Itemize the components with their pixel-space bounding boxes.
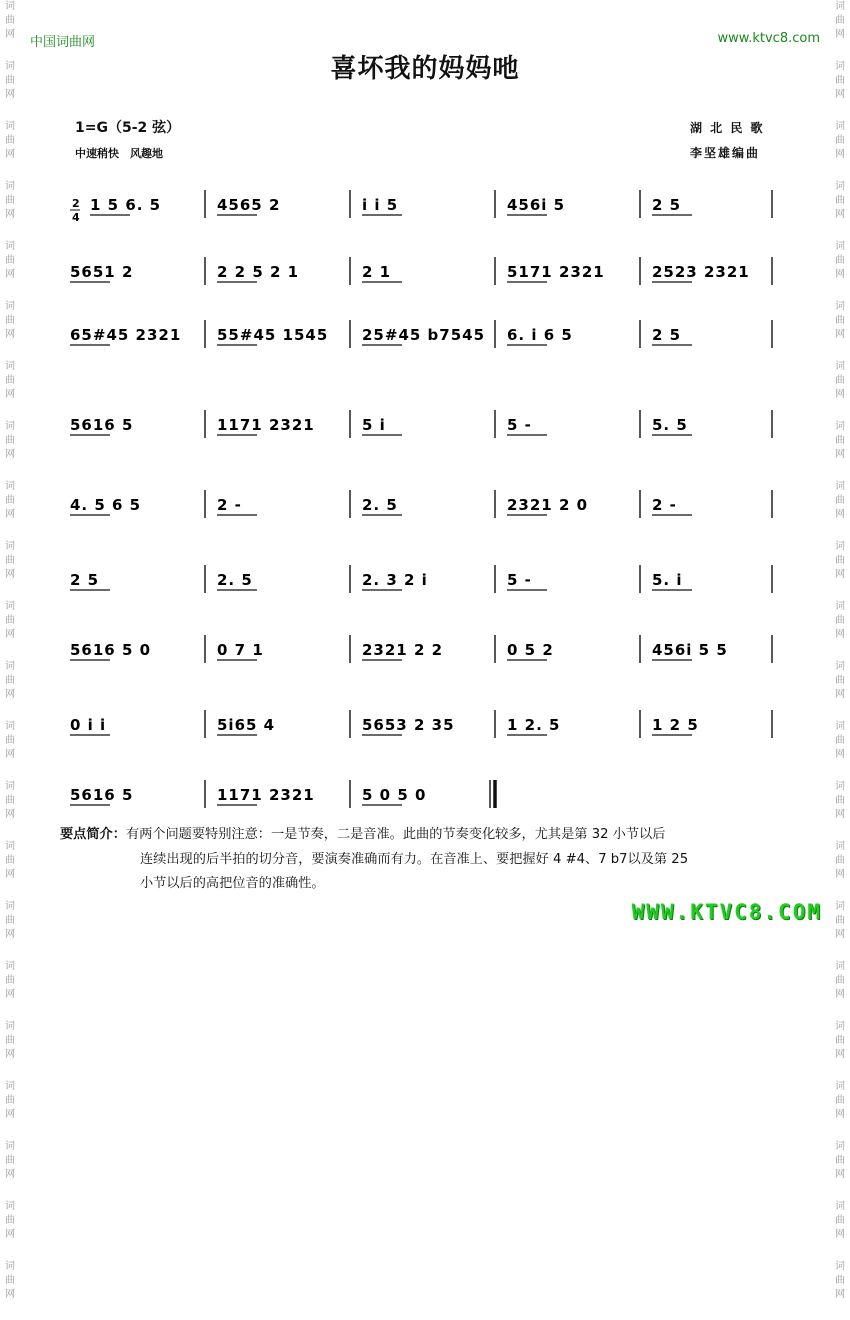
site-url-right[interactable]: www.ktvc8.com bbox=[717, 31, 820, 46]
measure-notes: 1 5 6. 5 bbox=[90, 196, 162, 214]
notes-label: 要点简介： bbox=[60, 827, 126, 842]
song-arranger: 李坚雄编曲 bbox=[690, 146, 761, 160]
measure-notes: i i 5 bbox=[362, 196, 399, 214]
measure-notes: 0 7 1 bbox=[217, 641, 264, 659]
measure-notes: 0 5 2 bbox=[507, 641, 554, 659]
measure-notes: 5651 2 bbox=[70, 263, 134, 281]
measure-notes: 2 5 bbox=[70, 571, 100, 589]
site-name-left[interactable]: 中国词曲网 bbox=[30, 35, 96, 50]
measure-notes: 2. 3 2 i bbox=[362, 571, 428, 589]
measure-notes: 1 2. 5 bbox=[507, 716, 561, 734]
measure-notes: 5 - bbox=[507, 416, 532, 434]
measure-notes: 5616 5 bbox=[70, 786, 134, 804]
measure-notes: 4565 2 bbox=[217, 196, 281, 214]
measure-notes: 65#45 2321 bbox=[70, 326, 182, 344]
song-title: 喜坏我的妈妈吔 bbox=[330, 54, 520, 84]
score-staff-svg bbox=[60, 165, 790, 820]
measure-notes: 2 5 bbox=[652, 196, 682, 214]
measure-notes: 5653 2 35 bbox=[362, 716, 455, 734]
key-signature: 1=G（5-2 弦） bbox=[75, 120, 181, 136]
tempo-marking: 中速稍快 风趣地 bbox=[75, 147, 163, 160]
measure-notes: 5. i bbox=[652, 571, 683, 589]
measure-notes: 2 - bbox=[217, 496, 242, 514]
measure-notes: 5 - bbox=[507, 571, 532, 589]
site-watermark-logo: WWW.KTVC8.COM bbox=[631, 900, 822, 924]
measure-notes: 2321 2 0 bbox=[507, 496, 589, 514]
measure-notes: 2. 5 bbox=[362, 496, 398, 514]
measure-notes: 1 2 5 bbox=[652, 716, 699, 734]
measure-notes: 5616 5 bbox=[70, 416, 134, 434]
time-signature-bottom: 4 bbox=[72, 211, 80, 224]
measure-notes: 25#45 b7545 bbox=[362, 326, 486, 344]
time-signature-top: 2 bbox=[72, 197, 80, 210]
measure-notes: 5616 5 0 bbox=[70, 641, 152, 659]
measure-notes: 0 i i bbox=[70, 716, 107, 734]
measure-notes: 2523 2321 bbox=[652, 263, 750, 281]
measure-notes: 2 - bbox=[652, 496, 677, 514]
song-origin: 湖 北 民 歌 bbox=[690, 121, 765, 135]
measure-notes: 5i65 4 bbox=[217, 716, 276, 734]
performance-notes bbox=[60, 823, 780, 897]
measure-notes: 5 0 5 0 bbox=[362, 786, 427, 804]
measure-notes: 5171 2321 bbox=[507, 263, 605, 281]
jianpu-score bbox=[60, 165, 790, 820]
measure-notes: 456i 5 bbox=[507, 196, 566, 214]
measure-notes: 55#45 1545 bbox=[217, 326, 329, 344]
measure-notes: 2. 5 bbox=[217, 571, 253, 589]
measure-notes: 5 i bbox=[362, 416, 386, 434]
measure-notes: 2 5 bbox=[652, 326, 682, 344]
measure-notes: 1171 2321 bbox=[217, 416, 315, 434]
measure-notes: 2321 2 2 bbox=[362, 641, 444, 659]
measure-notes: 456i 5 5 bbox=[652, 641, 728, 659]
notes-line-1: 有两个问题要特别注意：一是节奏，二是音准。此曲的节奏变化较多，尤其是第 32 小节以后 bbox=[125, 827, 666, 842]
measure-notes: 2 1 bbox=[362, 263, 392, 281]
measure-notes: 6. i 6 5 bbox=[507, 326, 573, 344]
notes-line-2: 连续出现的后半拍的切分音，要演奏准确而有力。在音准上、要把握好 4 #4、7 b7以及第 25 bbox=[140, 851, 689, 867]
measure-notes: 2 2 5 2 1 bbox=[217, 263, 300, 281]
left-side-watermark: 词 曲 网 词 曲 网 词 曲 网 词 曲 网 词 曲 网 词 曲 网 词 曲 网 词 曲 网 词 曲 网 词 曲 网 词 曲 网 词 曲 网 词 曲 网 词 曲 网 词 曲 网 词 曲 网 词 曲 网 词 曲 网 词 曲 网 词 曲 网 词 曲 网 词 曲 网 bbox=[5, 1, 15, 1300]
measure-notes: 1171 2321 bbox=[217, 786, 315, 804]
right-side-watermark: 词 曲 网 词 曲 网 词 曲 网 词 曲 网 词 曲 网 词 曲 网 词 曲 网 词 曲 网 词 曲 网 词 曲 网 词 曲 网 词 曲 网 词 曲 网 词 曲 网 词 曲 网 词 曲 网 词 曲 网 词 曲 网 词 曲 网 词 曲 网 词 曲 网 词 曲 网 bbox=[835, 1, 845, 1300]
measure-notes: 4. 5 6 5 bbox=[70, 496, 142, 514]
measure-notes: 5. 5 bbox=[652, 416, 688, 434]
notes-line-3: 小节以后的高把位音的准确性。 bbox=[140, 876, 325, 891]
